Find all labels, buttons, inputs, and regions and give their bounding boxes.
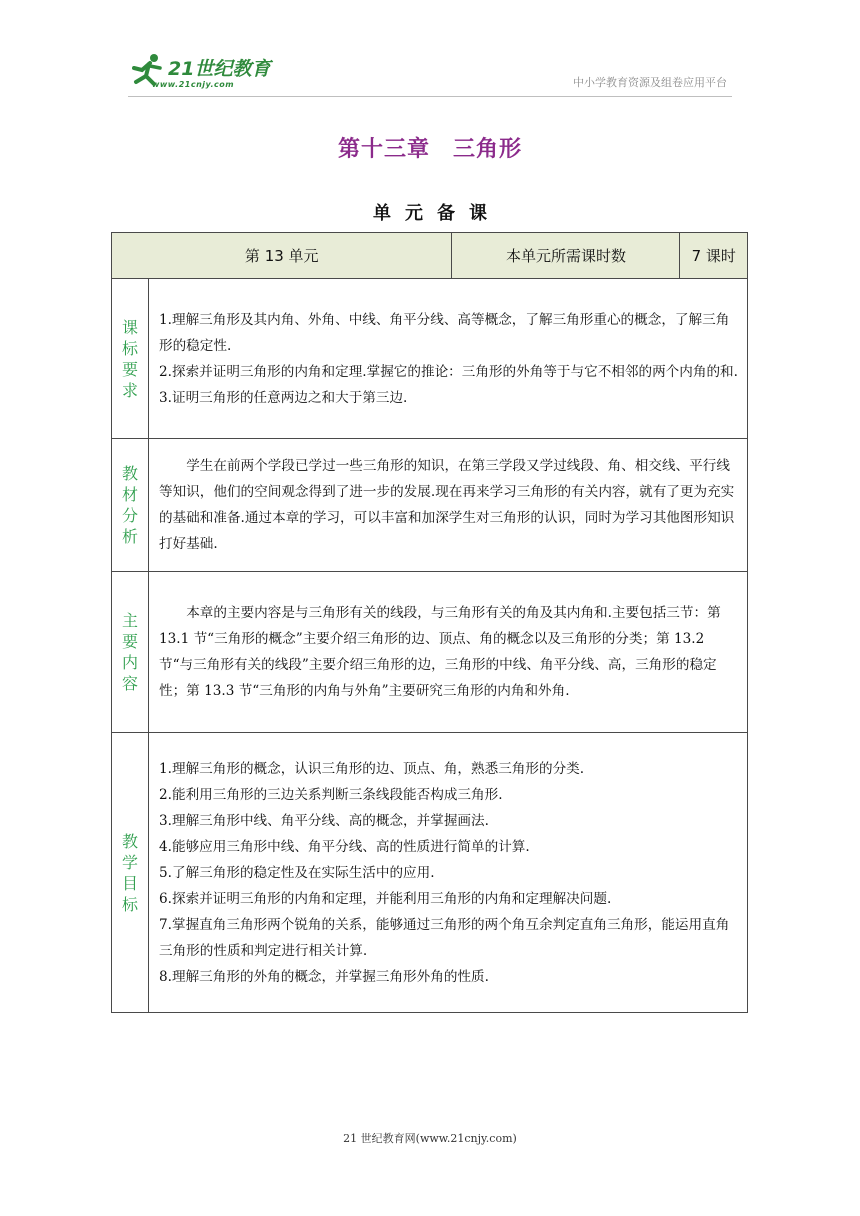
content-paragraph: 3.证明三角形的任意两边之和大于第三边. <box>159 389 408 406</box>
content-paragraph: 1.理解三角形的概念，认识三角形的边、顶点、角，熟悉三角形的分类. <box>159 760 585 777</box>
logo-url: www.21cnjy.com <box>152 80 235 89</box>
content-paragraph: 6.探索并证明三角形的内角和定理，并能利用三角形的内角和定理解决问题. <box>159 890 612 907</box>
content-paragraph: 8.理解三角形的外角的概念，并掌握三角形外角的性质. <box>159 968 489 985</box>
logo-name: 21世纪教育 <box>168 58 271 80</box>
section-label: 主要内容 <box>112 572 149 733</box>
content-paragraph: 学生在前两个学段已学过一些三角形的知识，在第三学段又学过线段、角、相交线、平行线等知识，他们的空间观念得到了进一步的发展.现在再来学习三角形的有关内容，就有了更为充实的基础和准备.通过本章的学习，可以丰富和加深学生对三角形的认识，同时为学习其他图形知识打好基础. <box>159 458 735 552</box>
unit-plan-table <box>111 232 748 1013</box>
content-paragraph: 5.了解三角形的稳定性及在实际生活中的应用. <box>159 864 435 881</box>
unit-cell: 第 13 单元 <box>112 233 452 279</box>
chapter-title: 第十三章 三角形 <box>337 137 522 162</box>
header-divider <box>128 96 732 97</box>
section-content <box>149 279 748 439</box>
section-label: 教材分析 <box>112 439 149 572</box>
table-row <box>112 733 748 1013</box>
hours-value-cell: 7 课时 <box>680 233 748 279</box>
content-paragraph: 4.能够应用三角形中线、角平分线、高的性质进行简单的计算. <box>159 838 530 855</box>
content-paragraph: 本章的主要内容是与三角形有关的线段，与三角形有关的角及其内角和.主要包括三节：第 13.1 节“三角形的概念”主要介绍三角形的边、顶点、角的概念以及三角形的分类；第 13.2 节“与三角形有关的线段”主要介绍三角形的边，三角形的中线、角平分线、高，三角形的稳定性；第 13.3 节“三角形的内角与外角”主要研究三角形的内角和外角. <box>159 605 721 699</box>
content-paragraph: 2.探索并证明三角形的内角和定理.掌握它的推论：三角形的外角等于与它不相邻的两个内角的和. <box>159 363 738 380</box>
section-content <box>149 733 748 1013</box>
section-label: 课标要求 <box>112 279 149 439</box>
content-paragraph: 1.理解三角形及其内角、外角、中线、角平分线、高等概念，了解三角形重心的概念，了解三角形的稳定性. <box>159 311 730 354</box>
content-paragraph: 7.掌握直角三角形两个锐角的关系，能够通过三角形的两个角互余判定直角三角形，能运用直角三角形的性质和判定进行相关计算. <box>159 916 730 959</box>
table-row <box>112 279 748 439</box>
hours-label-cell: 本单元所需课时数 <box>452 233 680 279</box>
table-row <box>112 439 748 572</box>
content-paragraph: 2.能利用三角形的三边关系判断三条线段能否构成三角形. <box>159 786 503 803</box>
logo <box>128 50 288 94</box>
platform-name: 中小学教育资源及组卷应用平台 <box>573 76 727 89</box>
table-row <box>112 572 748 733</box>
section-content <box>149 572 748 733</box>
page-footer: 21 世纪教育网(www.21cnjy.com) <box>343 1132 517 1145</box>
table-header-row <box>112 233 748 279</box>
page-header <box>0 0 860 100</box>
section-label: 教学目标 <box>112 733 149 1013</box>
section-content <box>149 439 748 572</box>
section-subtitle: 单元备课 <box>373 203 501 224</box>
content-paragraph: 3.理解三角形中线、角平分线、高的概念，并掌握画法. <box>159 812 489 829</box>
